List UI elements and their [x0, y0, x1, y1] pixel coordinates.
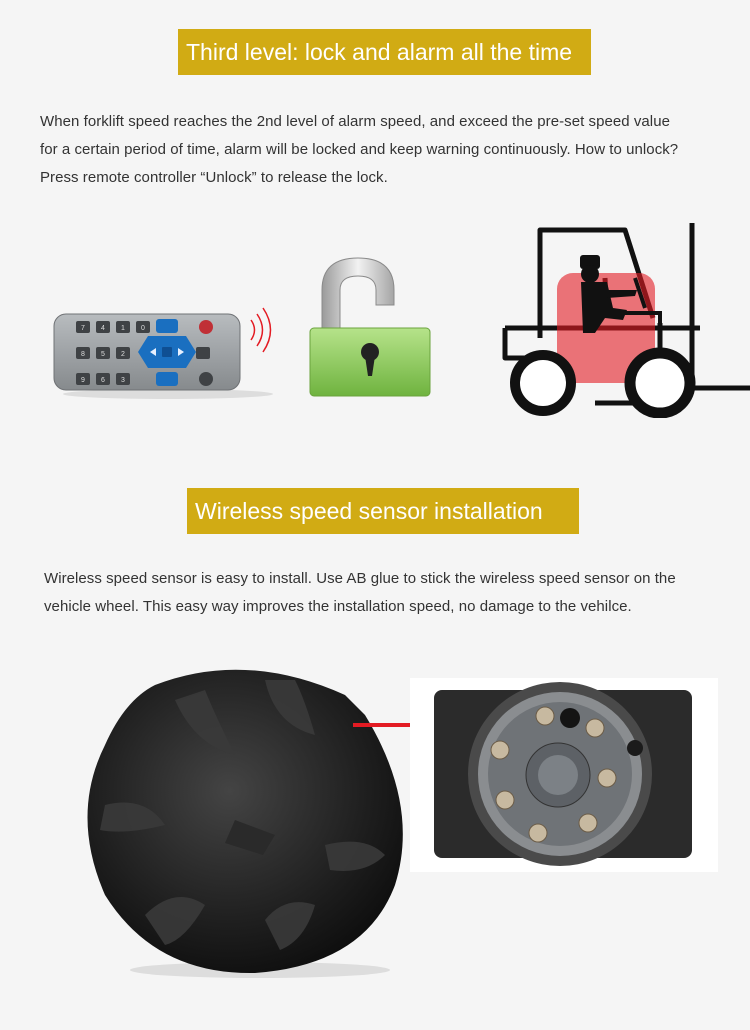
description-line: When forklift speed reaches the 2nd level of alarm speed, and exceed the pre-set speed value [40, 113, 670, 130]
description-line: for a certain period of time, alarm will be locked and keep warning continuously. How to unlock? [40, 141, 679, 158]
signal-waves-icon [251, 308, 271, 352]
remote-key-label: 4 [101, 325, 105, 332]
remote-key-label: 2 [121, 351, 125, 358]
wireless-speed-sensor-image [75, 655, 420, 980]
unlocked-padlock-icon [300, 250, 440, 400]
remote-key-label: 0 [141, 325, 145, 332]
remote-key-label: 9 [81, 377, 85, 384]
remote-key-label: 6 [101, 377, 105, 384]
description-line: Wireless speed sensor is easy to install. Use AB glue to stick the wireless speed sensor on the [44, 570, 676, 587]
remote-key-label: 1 [121, 325, 125, 332]
remote-controller-image [48, 300, 288, 400]
installed-sensor-wheel-photo [410, 678, 718, 872]
description-line: vehicle wheel. This easy way improves the installation speed, no damage to the vehilce. [44, 598, 632, 615]
section-title-sensor-install: Wireless speed sensor installation [187, 488, 579, 534]
description-line: Press remote controller “Unlock” to release the lock. [40, 169, 388, 186]
section-title-lock-alarm: Third level: lock and alarm all the time [178, 29, 591, 75]
forklift-driver-illustration [495, 218, 750, 418]
sensor-on-wheel [560, 708, 580, 728]
lock-alarm-description [40, 108, 745, 192]
sensor-install-description [44, 565, 744, 621]
remote-key-label: 8 [81, 351, 85, 358]
remote-key-label: 5 [101, 351, 105, 358]
rear-wheel [630, 353, 690, 413]
remote-key-label: 7 [81, 325, 85, 332]
remote-key-label: 3 [121, 377, 125, 384]
front-wheel [515, 355, 571, 411]
